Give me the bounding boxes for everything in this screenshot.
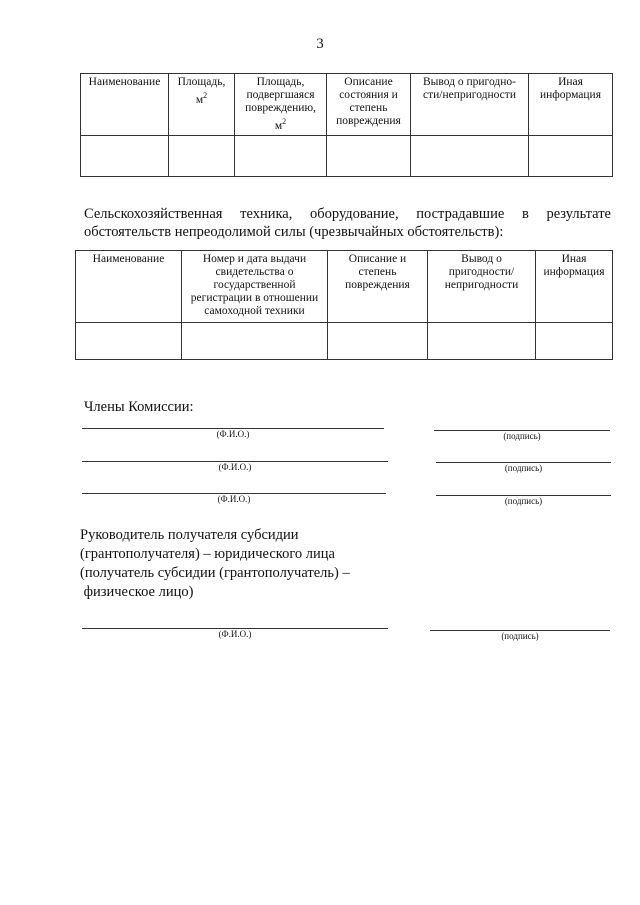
t2-header-description: Описание и степень повреждения [328, 251, 428, 323]
head-signer-line-1: Руководитель получателя субсидии [80, 527, 299, 543]
head-signer-block [80, 526, 410, 602]
fio-caption-head: (Ф.И.О.) [218, 629, 252, 639]
t1-header-description: Описание состояния и степень повреждения [327, 74, 411, 136]
fio-caption-2: (Ф.И.О.) [218, 462, 252, 472]
table-row [81, 135, 613, 176]
t2-header-name: Наименование [76, 251, 182, 323]
t1-header-area: Площадь, $м^2$ [169, 74, 235, 136]
t2-header-conclusion: Вывод о пригодности/непригодности [428, 251, 536, 323]
t1-header-other-info: Иная информация [529, 74, 613, 136]
t2-header-registration: Номер и дата выдачи свидетельства о государственной регистрации в отношении самоходной техники [182, 251, 328, 323]
section2-title: Сельскохозяйственная техника, оборудование, пострадавшие в результате обстоятельств непреодолимой силы (чрезвычайных обстоятельств): [84, 206, 611, 240]
t1-header-conclusion: Вывод о пригодно-сти/непригодности [411, 74, 529, 136]
page-number: 3 [316, 36, 324, 52]
t2-cell[interactable] [428, 323, 536, 360]
head-signer-line-4: физическое лицо) [80, 584, 194, 600]
t1-cell[interactable] [81, 135, 169, 176]
t1-cell[interactable] [411, 135, 529, 176]
t1-header-name: Наименование [81, 74, 169, 136]
head-signer-line-3: (получатель субсидии (грантополучатель) – [80, 565, 350, 581]
t1-cell[interactable] [169, 135, 235, 176]
t1-cell[interactable] [327, 135, 411, 176]
t1-cell[interactable] [529, 135, 613, 176]
t2-cell[interactable] [328, 323, 428, 360]
signature-caption-1: (подпись) [503, 431, 541, 441]
land-damage-table [80, 73, 613, 177]
signature-caption-3: (подпись) [504, 496, 543, 506]
t2-cell[interactable] [536, 323, 613, 360]
signature-caption-head: (подпись) [501, 631, 539, 641]
t2-cell[interactable] [182, 323, 328, 360]
t2-cell[interactable] [76, 323, 182, 360]
equipment-damage-table [75, 250, 613, 360]
t2-header-other-info: Иная информация [536, 251, 613, 323]
fio-caption-1: (Ф.И.О.) [216, 429, 250, 439]
table-row [76, 323, 613, 360]
fio-caption-3: (Ф.И.О.) [217, 494, 251, 504]
t1-header-damaged-area: Площадь, подвергшаяся повреждению, $м^2$ [235, 74, 327, 136]
commission-title: Члены Комиссии: [84, 399, 194, 415]
head-signer-line-2: (грантополучателя) – юридического лица [80, 546, 335, 562]
t1-cell[interactable] [235, 135, 327, 176]
signature-caption-2: (подпись) [504, 463, 543, 473]
